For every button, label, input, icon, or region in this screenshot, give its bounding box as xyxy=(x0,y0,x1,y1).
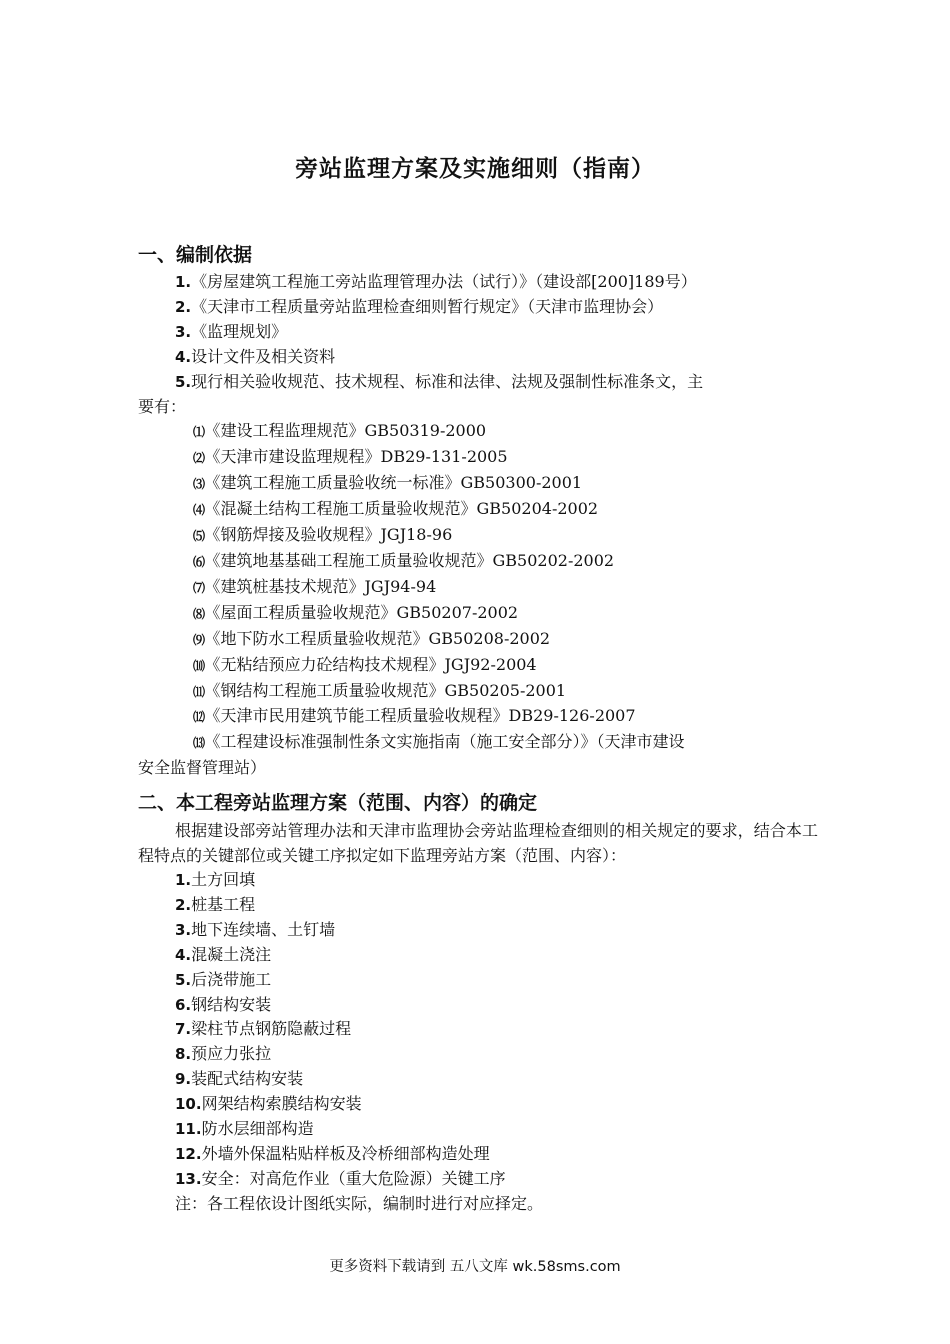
list-item xyxy=(138,575,818,601)
list-item-continuation: 安全监督管理站） xyxy=(138,758,267,778)
list-item-number: 8. xyxy=(175,1045,192,1064)
list-item xyxy=(138,730,818,756)
list-item-number: 4. xyxy=(175,347,192,366)
list-item xyxy=(138,1117,818,1142)
list-item-text: 梁柱节点钢筋隐蔽过程 xyxy=(191,1019,352,1039)
list-item-number: ⑽ xyxy=(193,658,205,673)
list-item-text: 《建筑桩基技术规范》JGJ94-94 xyxy=(204,576,437,596)
basis-list xyxy=(138,270,818,419)
list-item-number: ⒀ xyxy=(193,736,205,751)
list-item xyxy=(138,419,818,445)
note-text: 注：各工程依设计图纸实际，编制时进行对应择定。 xyxy=(175,1193,544,1213)
list-item-number: 9. xyxy=(175,1070,192,1089)
list-item-number: ⑿ xyxy=(193,710,205,725)
list-item-text: 外墙外保温粘贴样板及冷桥细部构造处理 xyxy=(201,1143,490,1163)
list-item-number: 5. xyxy=(175,970,192,989)
list-item xyxy=(138,1042,818,1067)
list-item-text: 安全：对高危作业（重大危险源）关键工序 xyxy=(201,1168,506,1188)
list-item-text: 《工程建设标准强制性条文实施指南（施工安全部分）》（天津市建设 xyxy=(204,732,685,752)
list-item-number: ⑻ xyxy=(193,606,205,621)
list-item-continuation: 要有： xyxy=(138,396,187,416)
list-item-number: ⑹ xyxy=(193,554,205,569)
list-item-number: 3. xyxy=(175,920,192,939)
list-item xyxy=(138,679,818,705)
list-item-number: 6. xyxy=(175,995,192,1014)
list-item-text: 钢结构安装 xyxy=(191,994,272,1014)
list-item-number: ⑶ xyxy=(193,477,205,492)
list-item-number: 10. xyxy=(175,1095,202,1114)
list-item-text: 《无粘结预应力砼结构技术规程》JGJ92-2004 xyxy=(204,654,537,674)
list-item-number: ⑾ xyxy=(193,684,205,699)
list-item-number: 1. xyxy=(175,273,192,291)
list-item xyxy=(138,918,818,943)
list-item-text: 预应力张拉 xyxy=(191,1044,272,1064)
section-heading: 二、本工程旁站监理方案（范围、内容）的确定 xyxy=(138,792,538,814)
list-item xyxy=(138,345,818,370)
list-item-number: 5. xyxy=(175,372,192,391)
list-item-number: 3. xyxy=(175,322,192,341)
list-item xyxy=(138,943,818,968)
list-item xyxy=(138,523,818,549)
standards-list xyxy=(138,419,818,781)
list-item-number: ⑵ xyxy=(193,451,205,466)
list-item xyxy=(138,1067,818,1092)
list-item xyxy=(138,445,818,471)
list-item-number: ⑼ xyxy=(193,632,205,647)
plan-list xyxy=(138,868,818,1192)
list-item-text: 地下连续墙、土钉墙 xyxy=(191,919,336,939)
list-item-number: ⑺ xyxy=(193,580,205,595)
list-item-number: 13. xyxy=(175,1169,202,1188)
list-item-text: 装配式结构安装 xyxy=(191,1069,304,1089)
footer-link-text: 更多资料下载请到 五八文库 wk.58sms.com xyxy=(329,1259,621,1275)
list-item xyxy=(138,868,818,893)
list-item-text: 《建筑地基基础工程施工质量验收规范》GB50202-2002 xyxy=(204,550,615,570)
list-item xyxy=(138,601,818,627)
list-item xyxy=(138,1142,818,1167)
list-item xyxy=(138,295,818,320)
list-item xyxy=(138,549,818,575)
list-item-number: 1. xyxy=(175,871,192,889)
list-item xyxy=(138,471,818,497)
list-item xyxy=(138,270,818,295)
list-item-number: ⑸ xyxy=(193,529,205,544)
list-item xyxy=(138,627,818,653)
list-item xyxy=(138,1092,818,1117)
list-item-text: 《地下防水工程质量验收规范》GB50208-2002 xyxy=(204,628,551,648)
section-basis xyxy=(138,240,818,781)
list-item xyxy=(138,1167,818,1192)
list-item-text: 《天津市建设监理规程》DB29-131-2005 xyxy=(204,447,508,467)
list-item xyxy=(138,370,818,395)
list-item-text: 《建设工程监理规范》GB50319-2000 xyxy=(204,421,487,441)
list-item-text: 《钢筋焊接及验收规程》JGJ18-96 xyxy=(204,525,453,545)
list-item-number: 2. xyxy=(175,895,192,914)
list-item-text: 桩基工程 xyxy=(191,894,256,914)
list-item xyxy=(138,704,818,730)
list-item xyxy=(138,993,818,1018)
list-item-text: 混凝土浇注 xyxy=(191,944,272,964)
list-item-text: 《混凝土结构工程施工质量验收规范》GB50204-2002 xyxy=(204,499,599,519)
list-item-text: 设计文件及相关资料 xyxy=(191,346,336,366)
list-item-text: 《钢结构工程施工质量验收规范》GB50205-2001 xyxy=(204,680,567,700)
section-heading: 一、编制依据 xyxy=(138,244,253,266)
list-item-text: 网架结构索膜结构安装 xyxy=(201,1094,362,1114)
list-item-text: 现行相关验收规范、技术规程、标准和法律、法规及强制性标准条文，主 xyxy=(191,371,704,391)
list-item-text: 《屋面工程质量验收规范》GB50207-2002 xyxy=(204,602,519,622)
intro-paragraph: 根据建设部旁站管理办法和天津市监理协会旁站监理检查细则的相关规定的要求，结合本工程特点的关键部位或关键工序拟定如下监理旁站方案（范围、内容）： xyxy=(138,821,818,865)
list-item-text: 《建筑工程施工质量验收统一标准》GB50300-2001 xyxy=(204,473,583,493)
list-item xyxy=(138,893,818,918)
list-item xyxy=(138,1017,818,1042)
list-item-number: ⑴ xyxy=(193,425,205,440)
document-title: 旁站监理方案及实施细则（指南） xyxy=(295,156,655,182)
list-item-text: 《天津市民用建筑节能工程质量验收规程》DB29-126-2007 xyxy=(204,706,636,726)
list-item-text: 土方回填 xyxy=(191,870,256,889)
list-item-text: 《房屋建筑工程施工旁站监理管理办法（试行）》（建设部[200]189号） xyxy=(191,272,697,291)
list-item-number: 4. xyxy=(175,945,192,964)
list-item-text: 防水层细部构造 xyxy=(201,1119,314,1139)
section-plan xyxy=(138,788,818,1217)
list-item-text: 后浇带施工 xyxy=(191,969,272,989)
list-item xyxy=(138,968,818,993)
list-item-number: 2. xyxy=(175,297,192,316)
list-item xyxy=(138,653,818,679)
list-item-text: 《天津市工程质量旁站监理检查细则暂行规定》（天津市监理协会） xyxy=(191,296,664,316)
list-item xyxy=(138,497,818,523)
list-item-number: 11. xyxy=(175,1120,202,1139)
list-item-text: 《监理规划》 xyxy=(191,321,288,341)
list-item-number: 7. xyxy=(175,1020,192,1039)
list-item xyxy=(138,320,818,345)
list-item-number: 12. xyxy=(175,1144,202,1163)
list-item-number: ⑷ xyxy=(193,503,205,518)
